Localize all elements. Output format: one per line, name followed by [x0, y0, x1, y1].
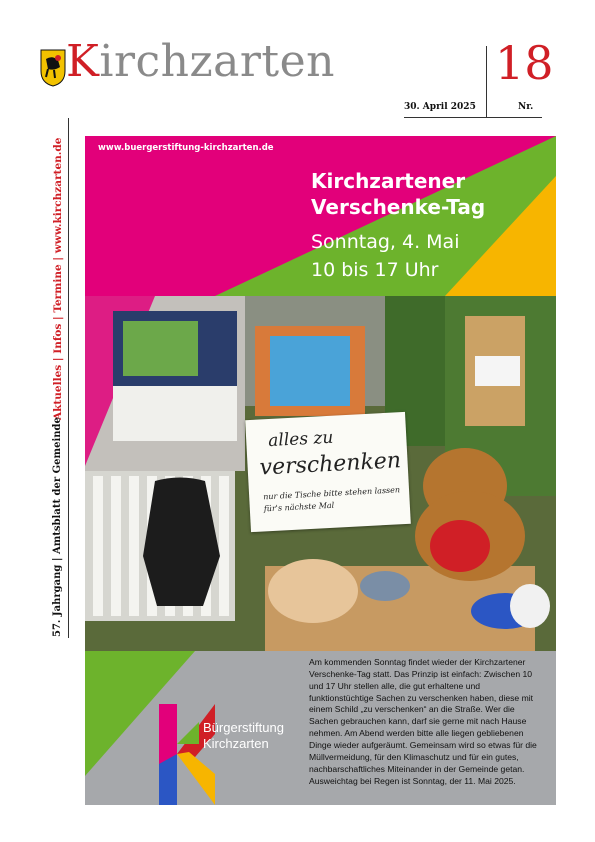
side-divider — [68, 118, 69, 638]
header-divider — [486, 46, 487, 118]
poster-title-line1: Kirchzartener — [311, 169, 466, 193]
poster-date: Sonntag, 4. Mai — [311, 231, 460, 253]
poster-time: 10 bis 17 Uhr — [311, 259, 439, 281]
issue-number: 18 — [495, 36, 554, 90]
title-initial: K — [66, 36, 100, 87]
side-imprint — [52, 405, 66, 645]
side-links-text: Aktuelles | Infos | Termine | www.kirchzarten.de — [52, 137, 64, 420]
date-underline — [404, 117, 542, 118]
coat-of-arms-icon — [40, 49, 66, 87]
sign-line2: verschenken — [259, 448, 402, 481]
event-poster — [85, 136, 556, 805]
handwritten-sign — [245, 412, 411, 532]
poster-title-line2: Verschenke-Tag — [311, 195, 486, 219]
newspaper-title — [66, 36, 335, 87]
event-description: Am kommenden Sonntag findet wieder der Kirchzartener Verschenke-Tag statt. Das Prinzip ist einfach: Zwischen 10 und 17 Uhr stellen alle, die gut erhaltene und funktionstüchtige Sachen zu verschenken haben, diese mit einem Schild „zu verschenken“ an die Straße. Wer die Sachen gebrauchen kann, darf sie gerne mit nach Hause nehmen. Am Abend werden bitte alle liegen gebliebenen Dinge wieder aufgeräumt. Gemeinsam wird so etwas für die Müllvermeidung, für den Klimaschutz und für ein gutes, nachbarschaftliches Miteinander in der Gemeinde getan. Ausweichtag bei Regen ist Sonntag, der 11. Mai 2025. — [309, 657, 537, 786]
title-rest: irchzarten — [99, 36, 335, 87]
side-imprint-text: 57. Jahrgang | Amtsblatt der Gemeinde — [52, 417, 63, 637]
sign-line3: nur die Tische bitte stehen lassen für's nächste Mal — [262, 485, 401, 514]
logo-text-line1: Bürgerstiftung — [203, 720, 284, 735]
issue-date: 30. April 2025 — [404, 102, 476, 112]
issue-label: Nr. — [518, 102, 534, 112]
poster-website: www.buergerstiftung-kirchzarten.de — [98, 143, 274, 153]
sign-line1: alles zu — [267, 427, 334, 452]
logo-text-line2: Kirchzarten — [203, 736, 269, 751]
